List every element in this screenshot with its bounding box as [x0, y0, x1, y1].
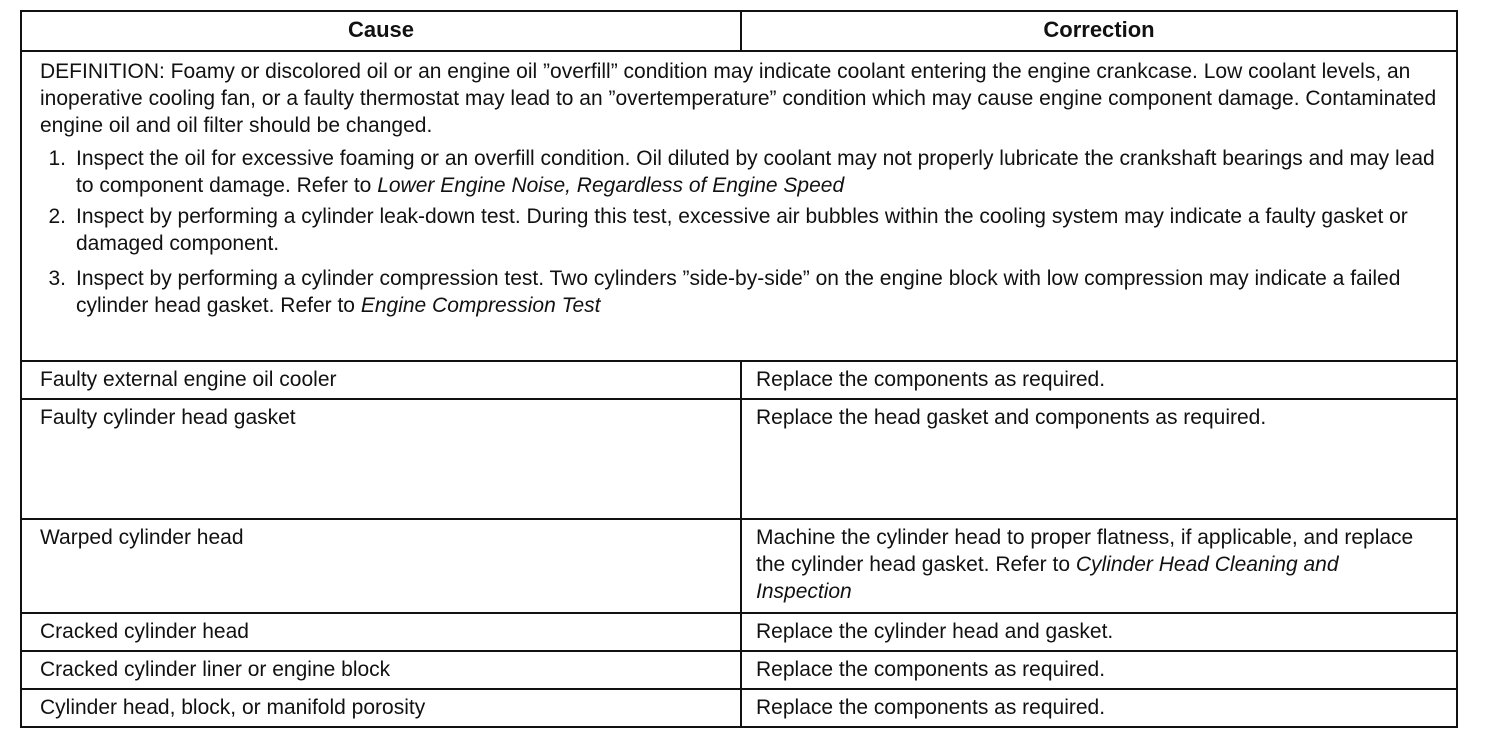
step-number: 2. — [48, 205, 66, 228]
correction-header: Correction — [1043, 17, 1155, 42]
cause-cell: Faulty cylinder head gasket — [22, 400, 742, 518]
step-text: Inspect by performing a cylinder compression test. Two cylinders ”side-by-side” on the engine block with low compression may indicate a failed cylinder head gasket. Refer to — [76, 267, 1401, 317]
cause-header: Cause — [22, 12, 742, 50]
step-reference-link[interactable]: Lower Engine Noise, Regardless of Engine Speed — [377, 174, 845, 197]
inspection-step-3 — [40, 265, 1438, 319]
cause-cell: Cracked cylinder head — [22, 614, 742, 650]
table-header — [22, 12, 1456, 50]
inspection-steps — [40, 145, 1438, 319]
cause-cell: Faulty external engine oil cooler — [22, 362, 742, 398]
step-reference-link[interactable]: Engine Compression Test — [360, 294, 601, 317]
correction-text: Machine the cylinder head to proper flatness, if applicable, and replace the cylinder head gasket. Refer to — [756, 526, 1414, 576]
table-row — [22, 650, 1456, 688]
cause-cell: Cracked cylinder liner or engine block — [22, 652, 742, 688]
correction-cell: Replace the components as required. — [756, 658, 1106, 681]
inspection-step-1 — [40, 145, 1438, 199]
troubleshooting-table — [20, 10, 1458, 728]
correction-cell: Replace the cylinder head and gasket. — [756, 620, 1114, 643]
cause-cell: Cylinder head, block, or manifold porosity — [22, 690, 742, 726]
table-row — [22, 688, 1456, 726]
table-row — [22, 398, 1456, 518]
table-row — [22, 518, 1456, 612]
correction-cell — [742, 520, 1456, 612]
step-number: 3. — [48, 267, 66, 290]
step-text: Inspect the oil for excessive foaming or an overfill condition. Oil diluted by coolant may not properly lubricate the crankshaft bearings and may lead to component damage. Refer to — [76, 147, 1435, 197]
table-row — [22, 360, 1456, 398]
step-text: Inspect by performing a cylinder leak-down test. During this test, excessive air bubbles within the cooling system may indicate a faulty gasket or damaged component. — [76, 205, 1408, 255]
step-number: 1. — [48, 147, 66, 170]
correction-cell: Replace the components as required. — [756, 696, 1106, 719]
correction-cell: Replace the head gasket and components as required. — [756, 406, 1267, 429]
correction-reference-link[interactable]: Cylinder Head Cleaning and Inspection — [756, 553, 1339, 603]
correction-cell: Replace the components as required. — [756, 368, 1106, 391]
definition-text: DEFINITION: Foamy or discolored oil or an engine oil ”overfill” condition may indicate coolant entering the engine crankcase. Low coolant levels, an inoperative cooling fan, or a faulty thermostat may lead to an ”overtemperature” condition which may cause engine component damage. Contaminated engine oil and oil filter should be changed. — [40, 60, 1437, 137]
table-row — [22, 612, 1456, 650]
definition-block — [22, 50, 1456, 360]
inspection-step-2 — [40, 203, 1438, 257]
cause-cell: Warped cylinder head — [22, 520, 742, 612]
